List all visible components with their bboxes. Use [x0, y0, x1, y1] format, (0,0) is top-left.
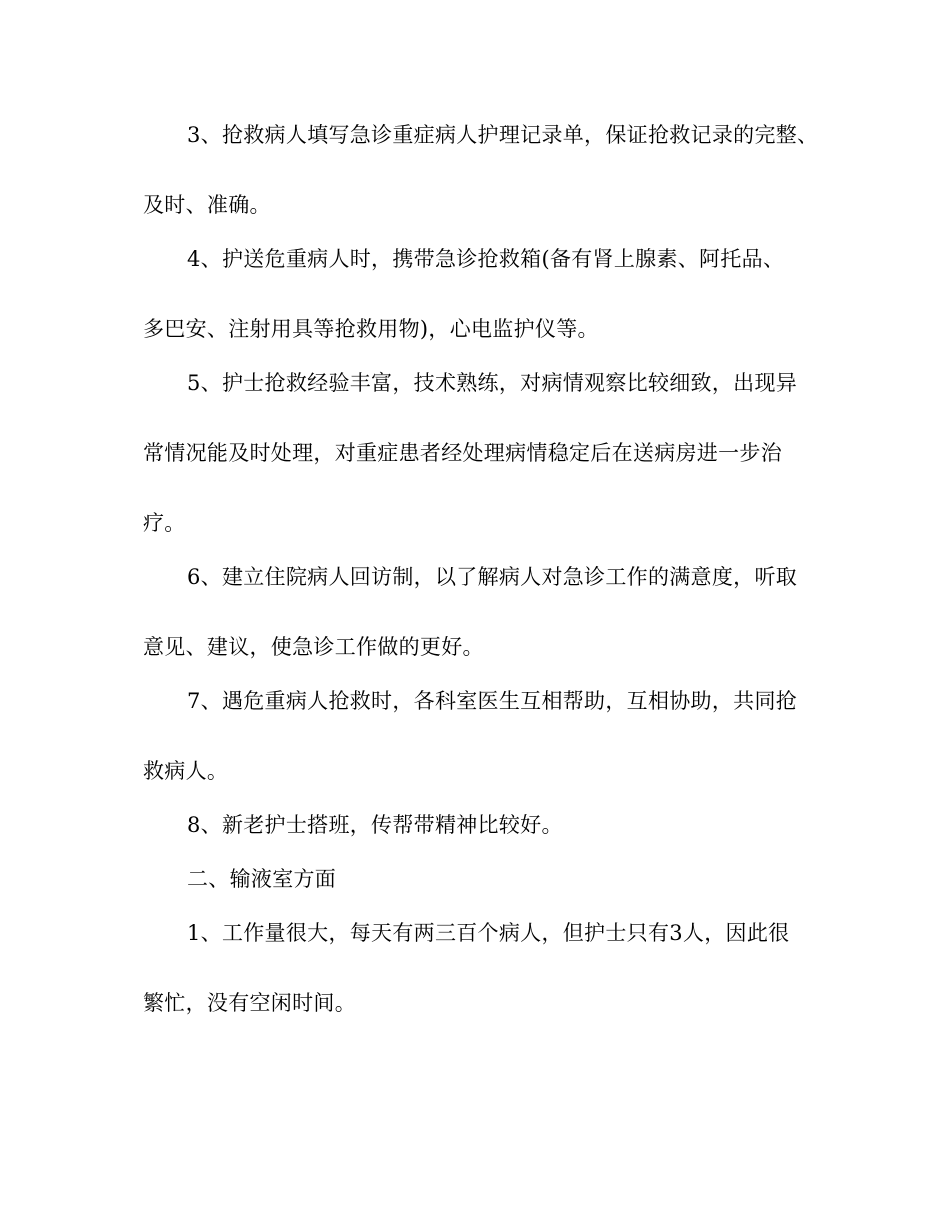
paragraph-5 — [143, 366, 813, 540]
paragraph-line: 及时、准确。 — [143, 193, 271, 217]
document-body — [143, 118, 819, 1020]
section-heading-infusion-room — [143, 862, 813, 896]
paragraph-7 — [143, 684, 813, 788]
paragraph-6 — [143, 560, 813, 664]
paragraph-4 — [143, 242, 813, 346]
paragraph-line: 1、工作量很大，每天有两三百个病人，但护士只有3人，因此很 — [187, 921, 790, 945]
paragraph-line: 救病人。 — [143, 759, 229, 783]
paragraph-infusion-1 — [143, 916, 813, 1020]
paragraph-line: 意见、建议，使急诊工作做的更好。 — [143, 635, 484, 659]
paragraph-line: 繁忙，没有空闲时间。 — [143, 991, 356, 1015]
paragraph-line: 7、遇危重病人抢救时，各科室医生互相帮助，互相协助，共同抢 — [187, 689, 798, 713]
paragraph-line: 4、护送危重病人时，携带急诊抢救箱(备有肾上腺素、阿托品、 — [187, 247, 785, 271]
paragraph-3 — [143, 118, 819, 222]
paragraph-8 — [143, 808, 813, 842]
paragraph-line: 疗。 — [143, 511, 186, 535]
paragraph-line: 5、护士抢救经验丰富，技术熟练，对病情观察比较细致，出现异 — [187, 371, 798, 395]
paragraph-line: 3、抢救病人填写急诊重症病人护理记录单，保证抢救记录的完整、 — [187, 123, 819, 147]
paragraph-line: 常情况能及时处理，对重症患者经处理病情稳定后在送病房进一步治 — [143, 441, 782, 465]
paragraph-line: 多巴安、注射用具等抢救用物)，心电监护仪等。 — [143, 317, 599, 341]
section-heading: 二、输液室方面 — [187, 867, 337, 891]
paragraph-line: 6、建立住院病人回访制，以了解病人对急诊工作的满意度，听取 — [187, 565, 798, 589]
paragraph-line: 8、新老护士搭班，传帮带精神比较好。 — [187, 813, 563, 837]
